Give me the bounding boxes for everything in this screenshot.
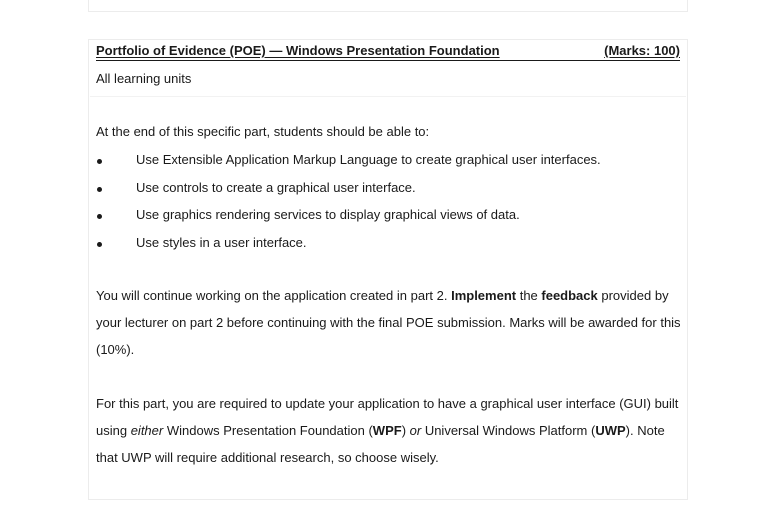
text-run: the xyxy=(516,288,542,303)
implement-bold: Implement xyxy=(451,288,517,303)
feedback-paragraph xyxy=(96,282,686,363)
previous-section-box xyxy=(88,0,688,12)
list-item-text: Use controls to create a graphical user interface. xyxy=(136,179,416,195)
bullet-icon xyxy=(97,159,102,164)
bullet-icon xyxy=(97,242,102,247)
or-italic: or xyxy=(409,423,422,438)
text-run: Windows Presentation Foundation ( xyxy=(163,423,373,438)
marks-label: (Marks: 100) xyxy=(604,43,680,58)
list-item-text: Use Extensible Application Markup Language to create graphical user interfaces. xyxy=(136,152,601,167)
text-run: For this part, you are required to update your application to have a graphical user interface (GUI) built using xyxy=(96,396,679,438)
divider xyxy=(90,96,686,97)
text-run: Universal Windows Platform ( xyxy=(421,423,596,438)
bullet-icon xyxy=(97,214,102,219)
text-run: ). Note that UWP will require additional research, so choose wisely. xyxy=(96,423,665,465)
outcomes-list xyxy=(89,152,687,262)
list-item-text: Use styles in a user interface. xyxy=(136,234,307,250)
text-run: ) xyxy=(401,423,410,438)
section-header xyxy=(96,42,680,61)
list-item xyxy=(89,235,687,263)
gui-paragraph xyxy=(96,390,686,471)
text-run: provided by your lecturer on part 2 before continuing with the final POE submission. Marks will be awarded for this (10%). xyxy=(96,288,681,357)
list-item xyxy=(89,152,687,180)
list-item-text: Use graphics rendering services to display graphical views of data. xyxy=(136,207,520,222)
intro-text: At the end of this specific part, students should be able to: xyxy=(96,124,430,139)
bullet-icon xyxy=(97,187,102,192)
list-item xyxy=(89,207,687,235)
section-title: Portfolio of Evidence (POE) — Windows Presentation Foundation xyxy=(96,43,500,58)
wpf-bold: WPF xyxy=(372,423,402,438)
document-section xyxy=(88,39,688,500)
text-run: You will continue working on the application created in part 2. xyxy=(96,288,452,303)
feedback-bold: feedback xyxy=(541,288,598,303)
either-italic: either xyxy=(130,423,164,438)
learning-units-label: All learning units xyxy=(96,71,192,86)
list-item xyxy=(89,180,687,208)
uwp-bold: UWP xyxy=(595,423,626,438)
